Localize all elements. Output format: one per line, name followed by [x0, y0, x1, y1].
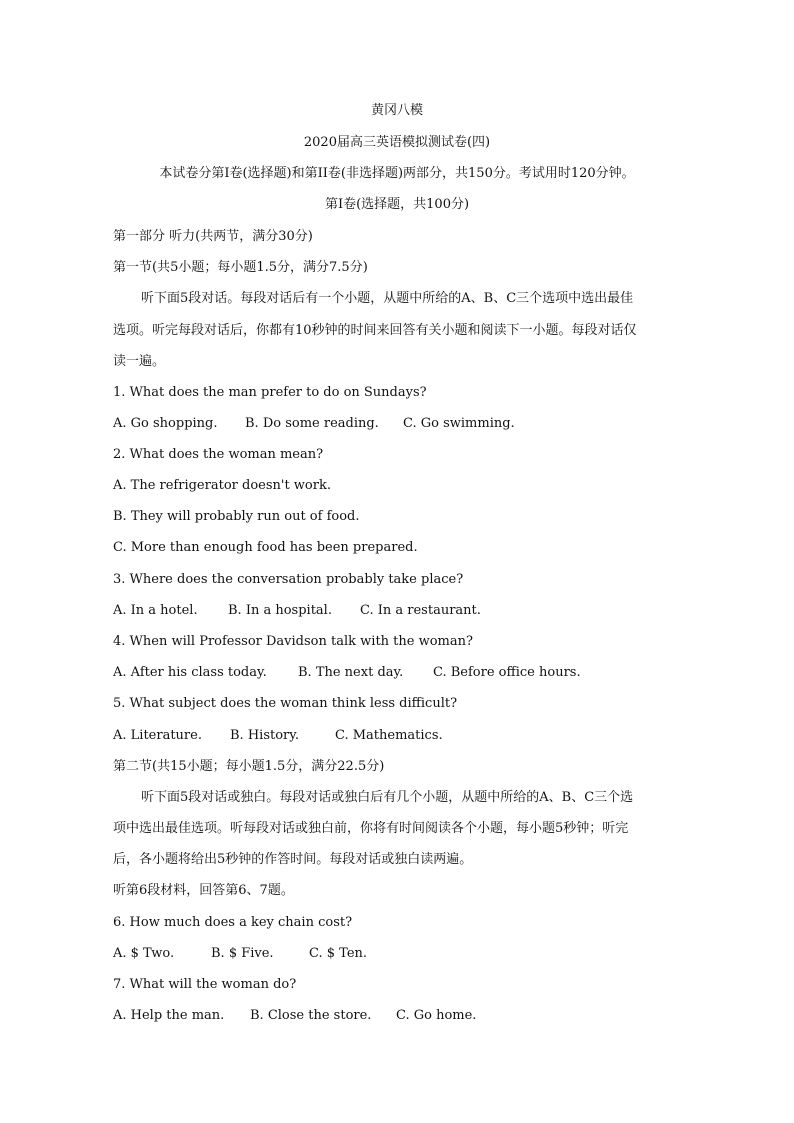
- option-a: A. Literature.: [113, 728, 202, 743]
- option-a: A. In a hotel.: [113, 603, 198, 618]
- option-c: C. Mathematics.: [335, 728, 443, 743]
- section1-instruction-line3: 读一遍。: [113, 354, 166, 369]
- question-5: 5. What subject does the woman think less difficult?: [113, 696, 458, 711]
- question-4: 4. When will Professor Davidson talk with the woman?: [113, 634, 473, 649]
- section2-instruction-line2: 项中选出最佳选项。听每段对话或独白前，你将有时间阅读各个小题，每小题5秒钟；听完: [113, 821, 629, 836]
- section1-instruction-line2: 选项。听完每段对话后，你都有10秒钟的时间来回答有关小题和阅读下一小题。每段对话仅: [113, 323, 637, 338]
- question-7: 7. What will the woman do?: [113, 977, 297, 992]
- option-b: B. $ Five.: [211, 946, 274, 961]
- volume-heading: 第I卷(选择题，共100分): [324, 197, 470, 212]
- exam-series: 黄冈八模: [370, 103, 423, 118]
- option-c: C. $ Ten.: [309, 946, 368, 961]
- section1-heading: 第一节(共5小题；每小题1.5分，满分7.5分): [113, 260, 368, 275]
- question-1-options: [113, 414, 683, 434]
- question-1: 1. What does the man prefer to do on Sundays?: [113, 385, 427, 400]
- option-b: B. Do some reading.: [245, 416, 379, 431]
- option-b: B. History.: [230, 728, 299, 743]
- option-c: C. Go home.: [396, 1008, 477, 1023]
- question-6-options: [113, 944, 683, 964]
- option-a: A. After his class today.: [113, 665, 267, 680]
- question-3-options: [113, 601, 683, 621]
- option-c: C. In a restaurant.: [360, 603, 481, 618]
- section1-instruction-line1: 听下面5段对话。每段对话后有一个小题，从题中所给的A、B、C三个选项中选出最佳: [141, 291, 634, 306]
- part1-heading: 第一部分 听力(共两节，满分30分): [113, 229, 313, 244]
- section2-instruction-line1: 听下面5段对话或独白。每段对话或独白后有几个小题，从题中所给的A、B、C三个选: [141, 790, 634, 805]
- question-5-options: [113, 726, 683, 746]
- exam-intro: 本试卷分第I卷(选择题)和第II卷(非选择题)两部分，共150分。考试用时120分钟。: [159, 166, 635, 181]
- option-c: C. More than enough food has been prepared.: [113, 540, 418, 555]
- question-3: 3. Where does the conversation probably take place?: [113, 572, 464, 587]
- exam-title: 2020届高三英语模拟测试卷(四): [303, 135, 491, 150]
- option-c: C. Go swimming.: [403, 416, 515, 431]
- question-4-options: [113, 663, 683, 683]
- option-a: A. Help the man.: [113, 1008, 225, 1023]
- question-7-options: [113, 1006, 683, 1026]
- option-b: B. In a hospital.: [228, 603, 332, 618]
- option-a: A. The refrigerator doesn't work.: [113, 478, 331, 493]
- section2-instruction-line3: 后，各小题将给出5秒钟的作答时间。每段对话或独白读两遍。: [113, 852, 473, 867]
- question-2: 2. What does the woman mean?: [113, 447, 324, 462]
- option-a: A. $ Two.: [113, 946, 175, 961]
- option-c: C. Before office hours.: [433, 665, 581, 680]
- option-b: B. Close the store.: [250, 1008, 372, 1023]
- option-b: B. They will probably run out of food.: [113, 509, 360, 524]
- material-note: 听第6段材料，回答第6、7题。: [113, 883, 294, 898]
- option-a: A. Go shopping.: [113, 416, 218, 431]
- option-b: B. The next day.: [298, 665, 404, 680]
- question-6: 6. How much does a key chain cost?: [113, 915, 353, 930]
- section2-heading: 第二节(共15小题；每小题1.5分，满分22.5分): [113, 759, 385, 774]
